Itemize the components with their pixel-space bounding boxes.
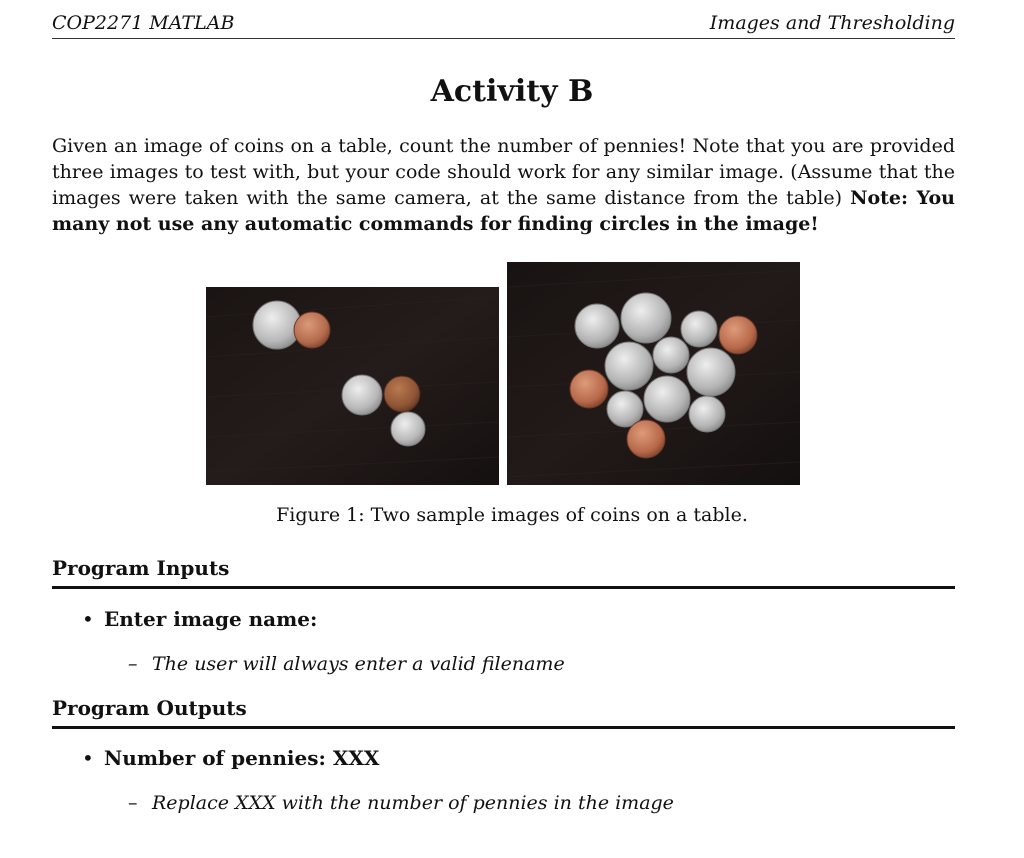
inputs-heading: Program Inputs [52,556,230,580]
coins-image-1 [206,287,499,485]
outputs-subitem [128,792,674,814]
figure-caption: Figure 1: Two sample images of coins on a table. [276,504,748,526]
outputs-heading: Program Outputs [52,696,247,720]
description-text: Given an image of coins on a table, count the number of pennies! Note that you are provided three images to test with, but your code should work for any similar image. (Assume that the images were taken with the same camera, at the same distance from the table) [52,135,955,209]
outputs-bullet [82,746,379,770]
inputs-bullet [82,607,317,631]
running-header [52,10,955,39]
description-note: Note: You many not use any automatic commands for finding circles in the image! [52,187,955,235]
section-program-outputs [52,696,955,729]
inputs-bullet-text: Enter image name: [104,607,318,631]
section-program-inputs [52,556,955,589]
inputs-sub-text: The user will always enter a valid filename [152,653,565,675]
bullet-dot: • [82,746,94,770]
outputs-bullet-text: Number of pennies: XXX [104,746,380,770]
header-topic: Images and Thresholding [709,12,955,34]
page-title: Activity B [430,74,594,109]
outputs-sub-text: Replace XXX with the number of pennies in the image [152,792,674,814]
dash-marker: – [128,792,138,814]
dash-marker: – [128,653,138,675]
inputs-subitem [128,653,565,675]
coins-image-2 [507,262,800,485]
bullet-dot: • [82,607,94,631]
activity-description [52,133,955,237]
header-course: COP2271 MATLAB [52,12,235,34]
